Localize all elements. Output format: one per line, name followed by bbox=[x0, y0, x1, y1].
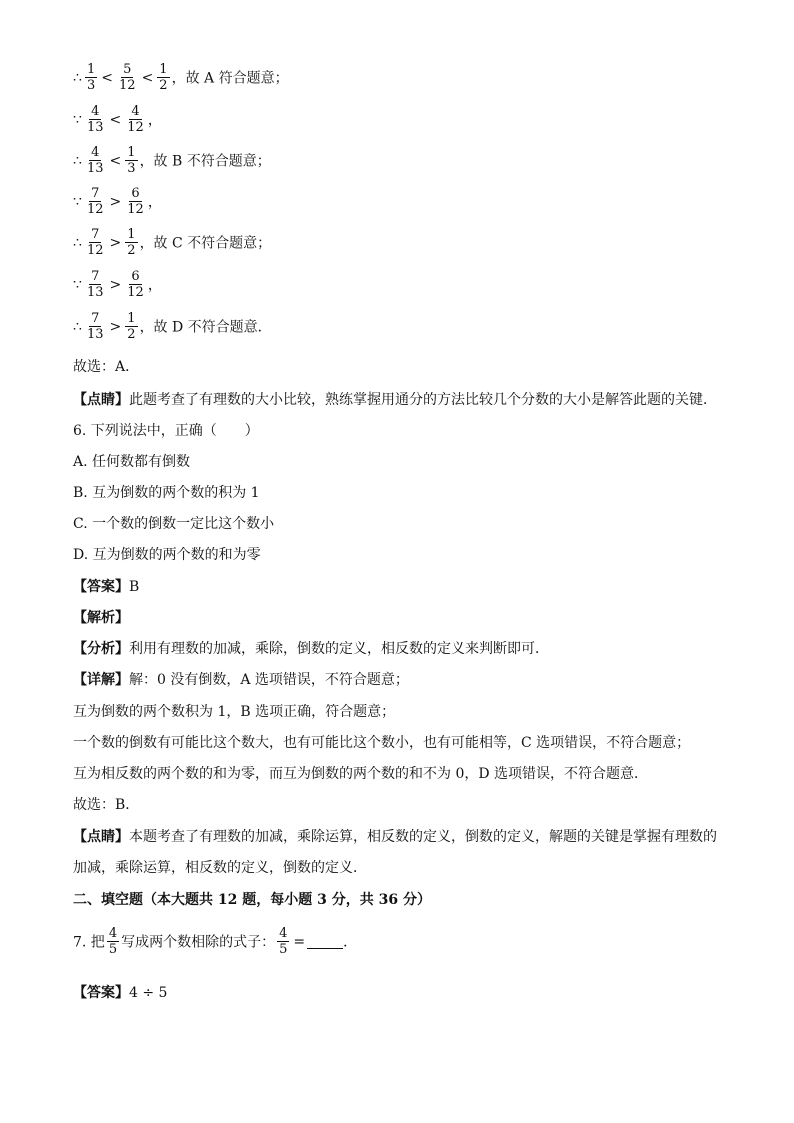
q6-analyze bbox=[73, 639, 549, 659]
line-tail: ， bbox=[147, 277, 162, 294]
numerator: 4 bbox=[91, 145, 100, 160]
comparison-operator: < bbox=[109, 152, 122, 169]
numerator: 1 bbox=[127, 145, 136, 160]
denominator: 12 bbox=[127, 202, 144, 217]
fraction bbox=[85, 269, 106, 300]
line-tail: ，故 D 不符合题意． bbox=[139, 319, 272, 336]
numerator: 1 bbox=[127, 311, 136, 326]
comment-text: 此题考查了有理数的大小比较，熟练掌握用通分的方法比较几个分数的大小是解答此题的关键． bbox=[129, 392, 717, 408]
numerator: 7 bbox=[91, 227, 100, 242]
q6-option-c: C. 一个数的倒数一定比这个数小 bbox=[73, 516, 275, 532]
numerator: 4 bbox=[279, 926, 288, 941]
numerator: 1 bbox=[87, 62, 96, 77]
analyze-text: 利用有理数的加减，乘除，倒数的定义，相反数的定义来判断即可． bbox=[129, 641, 549, 657]
answer-value: 4 ÷ 5 bbox=[129, 985, 168, 1001]
fraction-line bbox=[73, 62, 289, 102]
fraction-line bbox=[73, 186, 162, 226]
q6-option-d: D. 互为倒数的两个数的和为零 bbox=[73, 547, 261, 563]
q7-fraction-2 bbox=[277, 926, 289, 957]
denominator: 2 bbox=[127, 243, 136, 258]
fraction bbox=[125, 104, 146, 135]
fraction bbox=[85, 62, 97, 93]
therefore-symbol: ∴ bbox=[73, 69, 82, 86]
fraction-line bbox=[73, 145, 271, 185]
therefore-symbol: ∴ bbox=[73, 318, 82, 335]
fraction bbox=[125, 145, 137, 176]
comparison-operator: < bbox=[101, 69, 114, 86]
answer-tag: 【答案】 bbox=[73, 579, 129, 595]
comparison-operator: < bbox=[141, 69, 154, 86]
numerator: 4 bbox=[108, 926, 118, 941]
fraction bbox=[117, 62, 138, 93]
denominator: 2 bbox=[127, 327, 136, 342]
denominator: 12 bbox=[119, 78, 136, 93]
denominator: 12 bbox=[87, 202, 104, 217]
fraction bbox=[85, 311, 106, 342]
section-heading: 二、填空题（本大题共 12 题，每小题 3 分，共 36 分） bbox=[73, 892, 431, 908]
therefore-symbol: ∵ bbox=[73, 111, 82, 128]
comparison-operator: > bbox=[109, 234, 122, 251]
detail-tag: 【详解】 bbox=[73, 672, 129, 688]
q6-option-b: B. 互为倒数的两个数的积为 1 bbox=[73, 485, 260, 501]
comment-tag: 【点睛】 bbox=[73, 392, 129, 408]
q7-answer bbox=[73, 983, 167, 1003]
fraction-line bbox=[73, 227, 271, 267]
q6-stem: 6. 下列说法中，正确（ ） bbox=[73, 423, 259, 439]
denominator: 12 bbox=[127, 285, 144, 300]
numerator: 6 bbox=[131, 186, 140, 201]
denominator: 3 bbox=[127, 161, 136, 176]
fraction-line bbox=[73, 311, 272, 351]
line-tail: ，故 C 不符合题意； bbox=[139, 235, 272, 252]
detail-text: 解：0 没有倒数，A 选项错误，不符合题意； bbox=[129, 672, 409, 688]
numerator: 7 bbox=[91, 186, 100, 201]
fraction bbox=[85, 104, 106, 135]
line-tail: ，故 B 不符合题意； bbox=[139, 153, 271, 170]
answer-blank bbox=[307, 934, 343, 949]
denominator: 3 bbox=[87, 78, 96, 93]
analysis-tag: 【解析】 bbox=[73, 610, 129, 626]
comment-tag: 【点睛】 bbox=[73, 829, 129, 845]
denominator: 12 bbox=[127, 120, 144, 135]
fraction bbox=[85, 145, 106, 176]
numerator: 7 bbox=[91, 269, 100, 284]
q7-end: ． bbox=[343, 934, 358, 951]
q6-choice: 故选：B． bbox=[73, 797, 140, 813]
numerator: 4 bbox=[131, 104, 140, 119]
denominator: 2 bbox=[159, 78, 168, 93]
therefore-symbol: ∴ bbox=[73, 152, 82, 169]
therefore-symbol: ∵ bbox=[73, 276, 82, 293]
denominator: 13 bbox=[87, 120, 104, 135]
fraction-line bbox=[73, 269, 162, 309]
comparison-operator: > bbox=[109, 276, 122, 293]
fraction bbox=[85, 186, 106, 217]
q6-detail-3: 一个数的倒数有可能比这个数大，也有可能比这个数小，也有可能相等，C 选项错误，不符合题意； bbox=[73, 735, 691, 751]
numerator: 1 bbox=[159, 62, 168, 77]
denominator: 5 bbox=[279, 942, 288, 957]
q7-middle: 写成两个数相除的式子： bbox=[121, 934, 276, 951]
comparison-operator: > bbox=[109, 193, 122, 210]
q6-analysis-tag bbox=[73, 608, 129, 628]
numerator: 4 bbox=[91, 104, 100, 119]
line-tail: ，故 A 符合题意； bbox=[171, 70, 289, 87]
numerator: 1 bbox=[127, 227, 136, 242]
fraction bbox=[157, 62, 169, 93]
q6-option-a: A. 任何数都有倒数 bbox=[73, 454, 191, 470]
q6-comment-1 bbox=[73, 827, 717, 847]
q6-detail-1 bbox=[73, 670, 409, 690]
q6-answer bbox=[73, 577, 139, 597]
answer-tag: 【答案】 bbox=[73, 985, 129, 1001]
denominator: 13 bbox=[87, 161, 104, 176]
analyze-tag: 【分析】 bbox=[73, 641, 129, 657]
fraction-line bbox=[73, 104, 162, 144]
q5-choice: 故选：A． bbox=[73, 359, 140, 375]
q7-prefix: 7. 把 bbox=[73, 934, 105, 951]
comparison-operator: < bbox=[109, 111, 122, 128]
fraction bbox=[125, 227, 137, 258]
fraction bbox=[125, 311, 137, 342]
answer-value: B bbox=[129, 579, 140, 595]
fraction bbox=[85, 227, 106, 258]
denominator: 13 bbox=[87, 327, 104, 342]
line-tail: ， bbox=[147, 112, 162, 129]
numerator: 5 bbox=[123, 62, 132, 77]
fraction bbox=[125, 186, 146, 217]
q5-comment bbox=[73, 390, 717, 410]
numerator: 7 bbox=[91, 311, 100, 326]
comparison-operator: > bbox=[109, 318, 122, 335]
q6-detail-4: 互为相反数的两个数的和为零，而互为倒数的两个数的和不为 0，D 选项错误，不符合题意． bbox=[73, 766, 649, 782]
numerator: 6 bbox=[131, 269, 140, 284]
fraction bbox=[125, 269, 146, 300]
comment-text: 本题考查了有理数的加减，乘除运算，相反数的定义，倒数的定义，解题的关键是掌握有理数的 bbox=[129, 829, 717, 845]
q7-stem bbox=[73, 926, 357, 966]
line-tail: ， bbox=[147, 194, 162, 211]
q6-detail-2: 互为倒数的两个数积为 1，B 选项正确，符合题意； bbox=[73, 704, 396, 720]
therefore-symbol: ∵ bbox=[73, 193, 82, 210]
equals-sign: = bbox=[293, 933, 306, 950]
therefore-symbol: ∴ bbox=[73, 234, 82, 251]
denominator: 12 bbox=[87, 243, 104, 258]
denominator: 5 bbox=[108, 942, 118, 957]
denominator: 13 bbox=[87, 285, 104, 300]
q6-comment-2: 加减，乘除运算，相反数的定义，倒数的定义． bbox=[73, 860, 367, 876]
q7-fraction bbox=[107, 926, 119, 957]
